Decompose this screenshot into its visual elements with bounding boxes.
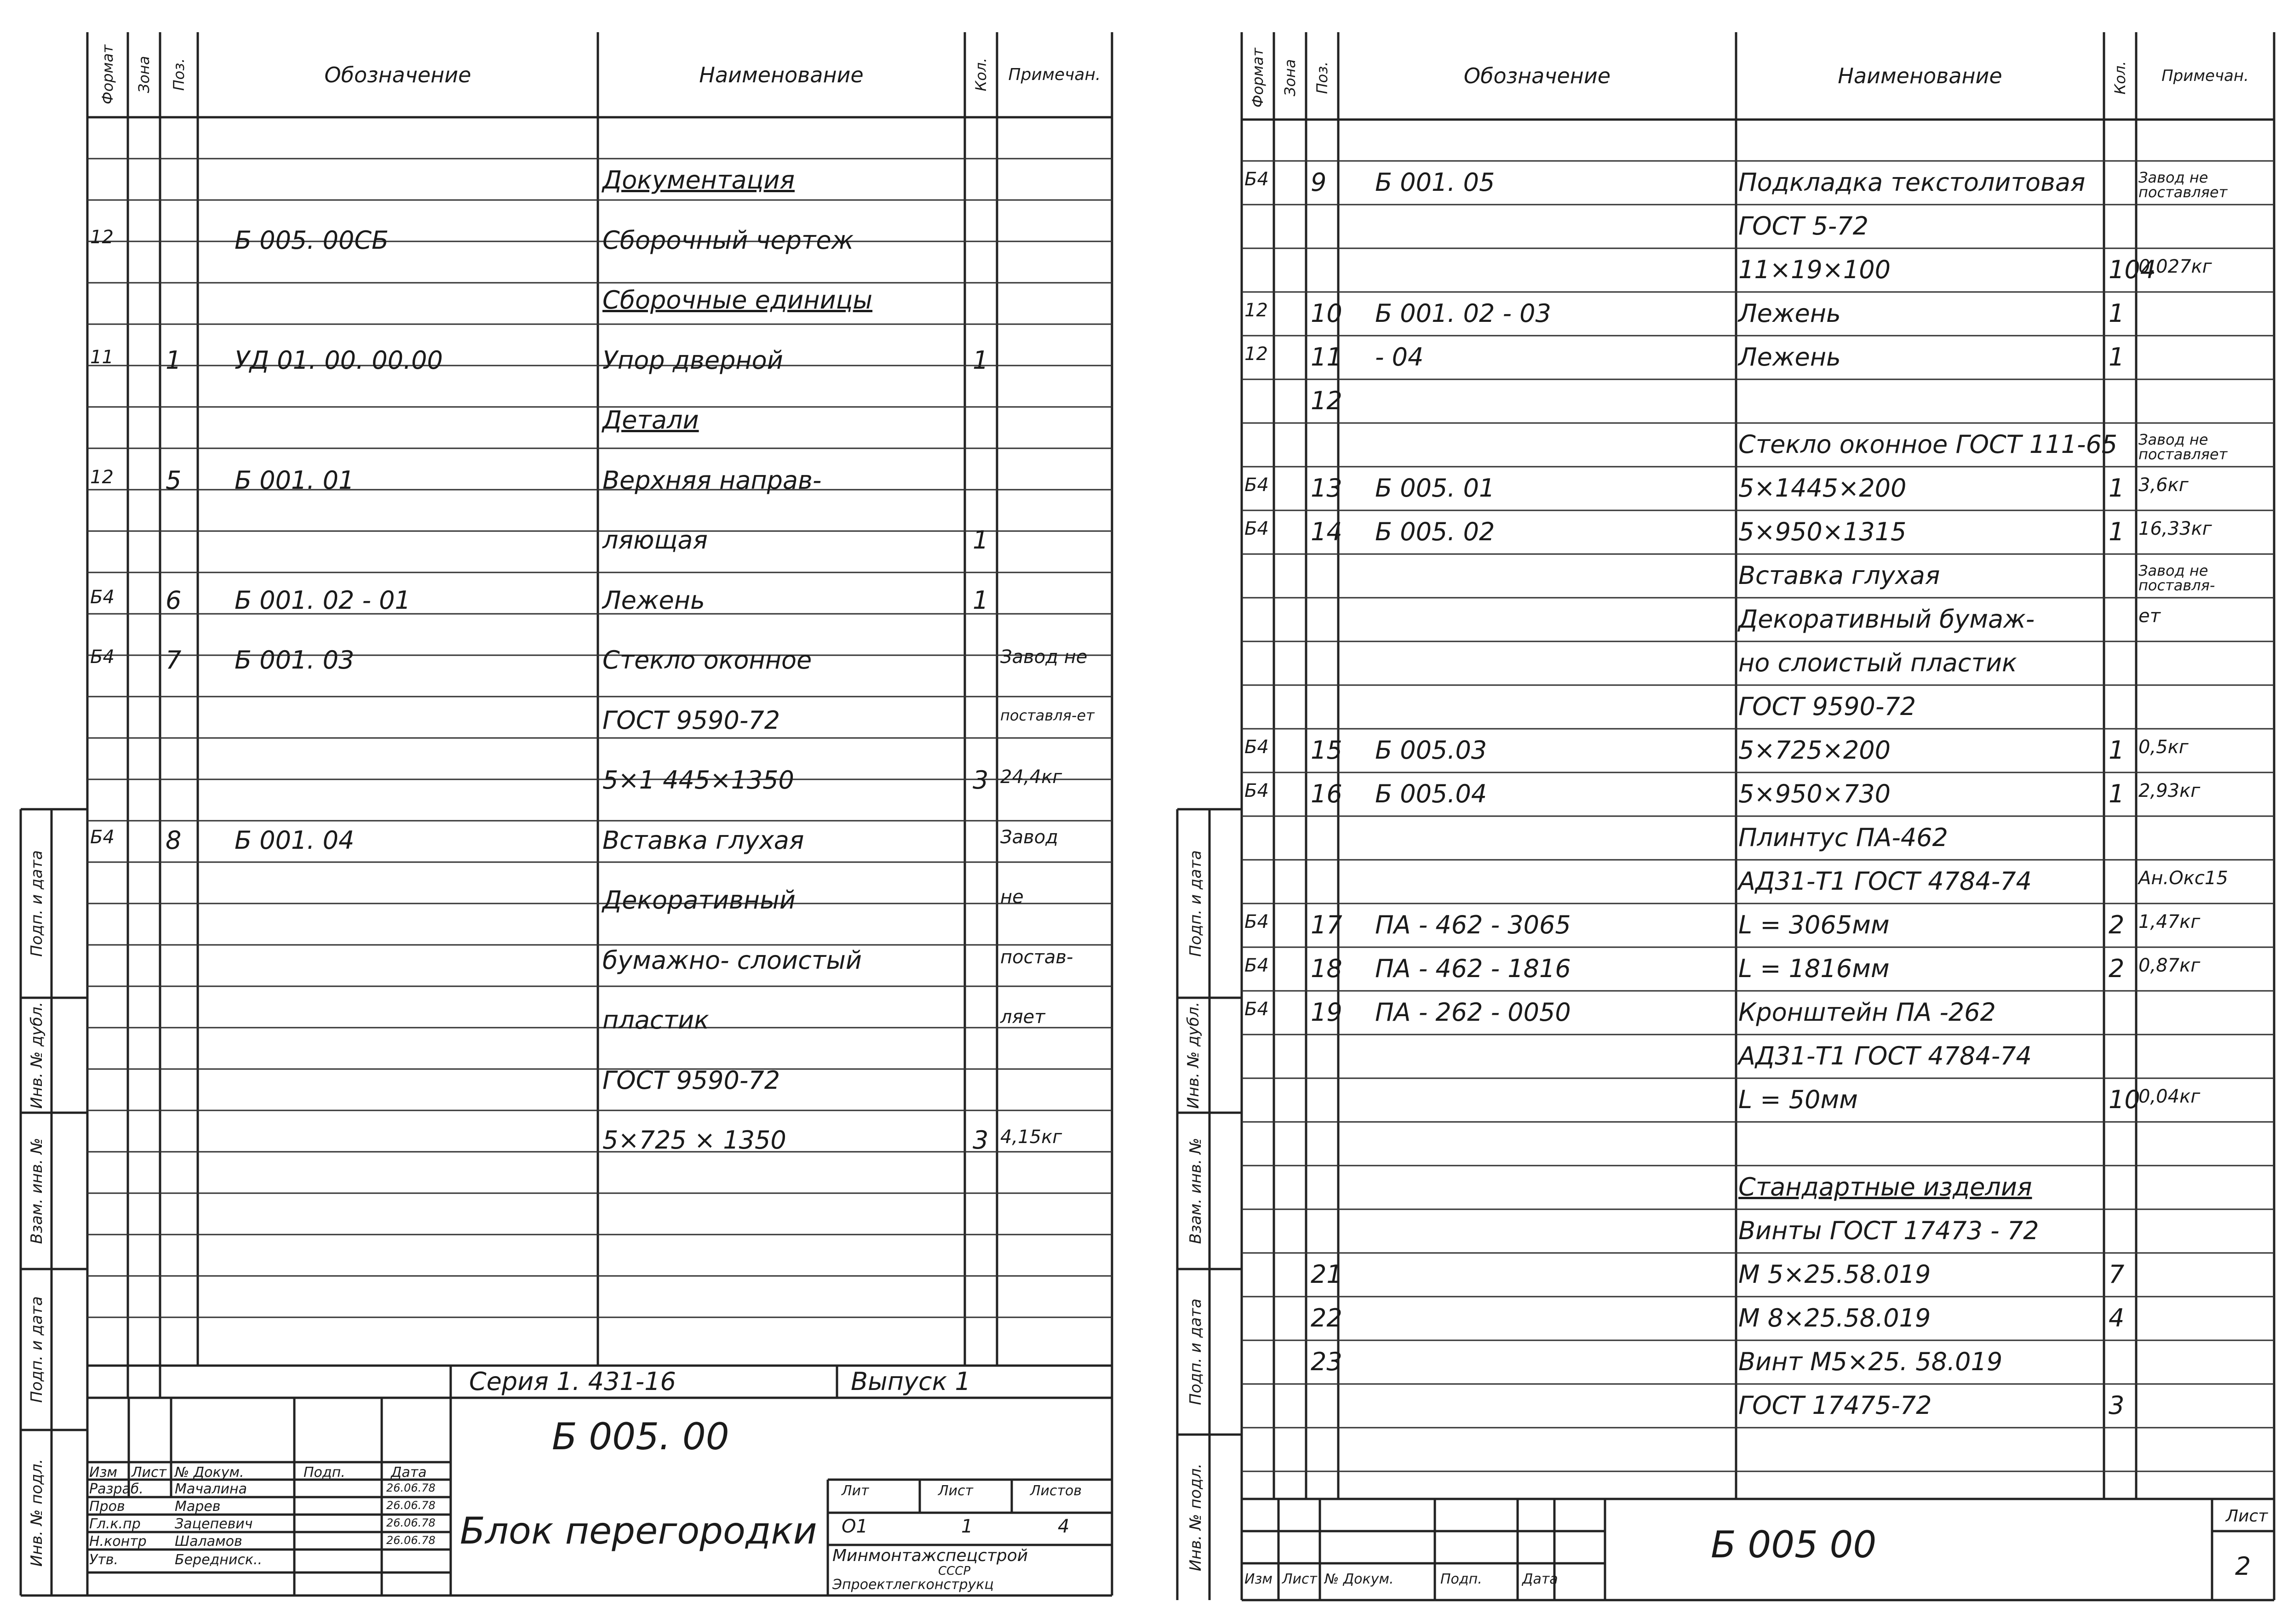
row-11-name: Вставка глухая [602, 825, 804, 855]
row-13-pos: 15 [1311, 736, 1342, 765]
row-26-name: М 8×25.58.019 [1738, 1304, 1931, 1332]
row-0-format: Б4 [1244, 169, 1269, 190]
row-7-pos: 6 [166, 585, 182, 615]
row-17-designation: ПА - 462 - 3065 [1375, 910, 1571, 939]
right-sheet [1168, 0, 2287, 1624]
row-13-name: 5×725×200 [1738, 736, 1891, 765]
row-26-pos: 22 [1311, 1304, 1342, 1332]
row-3-designation: Б 001. 02 - 03 [1375, 299, 1551, 328]
row-4-qty: 1 [2109, 343, 2125, 372]
person-4: Бередниск.. [175, 1552, 263, 1568]
row-10-note: 24,4кг [1000, 766, 1062, 788]
r-header-name: Наименование [1838, 63, 2002, 88]
r-col-izm: Изм [1244, 1571, 1273, 1587]
row-3-qty: 1 [2109, 299, 2125, 328]
row-8-pos: 14 [1311, 517, 1342, 546]
row-7-format: Б4 [1244, 475, 1269, 496]
row-21-name: L = 50мм [1738, 1085, 1858, 1114]
row-17-name: L = 3065мм [1738, 910, 1890, 939]
row-14-designation: Б 005.04 [1375, 779, 1487, 808]
row-8-pos: 7 [166, 646, 182, 675]
row-0-name: Подкладка текстолитовая [1738, 168, 2086, 197]
row-6-note: Завод не поставляет [2138, 431, 2228, 463]
doc-title: Блок перегородки [460, 1510, 817, 1552]
row-7-designation: Б 001. 02 - 01 [235, 585, 411, 615]
r-sheet-label: Лист [2226, 1507, 2268, 1526]
r-sheet-value: 2 [2235, 1552, 2251, 1581]
header-pos: Поз. [170, 58, 188, 91]
col-list: Лист [132, 1464, 167, 1481]
row-8-note: 16,33кг [2138, 518, 2212, 539]
org-1: Минмонтажспецстрой [832, 1546, 1028, 1565]
row-12-name: Декоративный [602, 886, 796, 915]
row-14-note: ляет [1000, 1006, 1045, 1028]
org-3: Эпроектлегконструкц [832, 1577, 994, 1593]
r-header-pos: Поз. [1313, 61, 1331, 94]
row-13-designation: Б 005.03 [1375, 736, 1487, 765]
row-28-name: ГОСТ 17475-72 [1738, 1391, 1932, 1420]
row-14-qty: 1 [2109, 779, 2125, 808]
row-8-note: Завод не [1000, 646, 1088, 668]
date-1: 26.06.78 [386, 1499, 436, 1512]
row-17-format: Б4 [1244, 911, 1269, 932]
row-17-note: 1,47кг [2138, 911, 2201, 932]
r-side-podp-data-2: Подп. и дата [1186, 850, 1205, 957]
row-3-pos: 1 [166, 345, 182, 375]
row-18-pos: 18 [1311, 954, 1342, 983]
header-designation: Обозначение [324, 62, 471, 87]
row-19-pos: 19 [1311, 998, 1342, 1027]
row-7-designation: Б 005. 01 [1375, 474, 1495, 503]
r-col-doc: № Докум. [1324, 1571, 1394, 1587]
r-col-list: Лист [1282, 1571, 1318, 1587]
row-17-pos: 17 [1311, 910, 1342, 939]
side-inv-dubl: Инв. № дубл. [28, 1001, 46, 1109]
row-21-note: 0,04кг [2138, 1086, 2201, 1107]
row-9-note: Завод не поставля- [2138, 562, 2215, 594]
person-0: Мачалина [175, 1481, 247, 1497]
row-15-name: ГОСТ 9590-72 [602, 1065, 780, 1095]
lit-label: Лит [842, 1483, 869, 1499]
row-27-name: Винт М5×25. 58.019 [1738, 1347, 2003, 1376]
row-4-name: Лежень [1738, 343, 1841, 372]
row-3-pos: 10 [1311, 299, 1342, 328]
row-8-format: Б4 [1244, 518, 1269, 539]
row-15-name: Плинтус ПА-462 [1738, 823, 1948, 852]
col-izm: Изм [89, 1464, 118, 1481]
row-3-format: 12 [1244, 300, 1268, 321]
role-1: Пров [89, 1498, 125, 1515]
row-19-format: Б4 [1244, 999, 1269, 1020]
row-12-name: ГОСТ 9590-72 [1738, 692, 1916, 721]
r-col-sign: Подп. [1440, 1571, 1482, 1587]
role-0: Разраб. [89, 1481, 143, 1497]
row-3-format: 11 [90, 346, 114, 368]
person-2: Зацепевич [175, 1516, 253, 1532]
row-8-name: 5×950×1315 [1738, 517, 1907, 546]
header-name: Наименование [699, 62, 864, 87]
header-zone: Зона [135, 56, 153, 93]
row-4-designation: - 04 [1375, 343, 1424, 372]
row-0-name: Документация [602, 166, 795, 194]
date-2: 26.06.78 [386, 1516, 436, 1529]
row-1-designation: Б 005. 00СБ [235, 225, 389, 255]
row-6-qty: 1 [973, 526, 989, 555]
row-13-note: 0,5кг [2138, 737, 2189, 758]
side-podp-data-1: Подп. и дата [28, 1296, 46, 1403]
row-14-name: 5×950×730 [1738, 779, 1891, 808]
row-26-qty: 4 [2109, 1304, 2125, 1332]
row-18-designation: ПА - 462 - 1816 [1375, 954, 1571, 983]
row-9-name: ГОСТ 9590-72 [602, 705, 780, 735]
r-side-vzam: Взам. инв. № [1186, 1138, 1205, 1244]
r-header-designation: Обозначение [1463, 63, 1611, 88]
row-10-note: ет [2138, 606, 2161, 627]
row-14-pos: 16 [1311, 779, 1342, 808]
r-header-zone: Зона [1281, 59, 1299, 97]
row-18-note: 0,87кг [2138, 955, 2201, 976]
row-5-designation: Б 001. 01 [235, 465, 355, 495]
r-col-date: Дата [1522, 1571, 1558, 1587]
row-16-qty: 3 [973, 1126, 989, 1155]
date-3: 26.06.78 [386, 1534, 436, 1547]
row-1-name: ГОСТ 5-72 [1738, 212, 1869, 240]
row-5-name: Верхняя направ- [602, 465, 822, 495]
row-7-pos: 13 [1311, 474, 1342, 503]
row-3-designation: УД 01. 00. 00.00 [235, 345, 443, 375]
row-12-note: не [1000, 886, 1024, 908]
row-25-pos: 21 [1311, 1260, 1342, 1289]
row-24-name: Винты ГОСТ 17473 - 72 [1738, 1216, 2039, 1245]
row-4-name: Детали [602, 406, 699, 435]
row-16-note: Ан.Окс15 [2138, 868, 2228, 889]
person-3: Шаламов [175, 1533, 242, 1550]
issue-label: Выпуск 1 [851, 1367, 971, 1396]
row-18-qty: 2 [2109, 954, 2125, 983]
header-format: Формат [99, 45, 116, 104]
header-note: Примечан. [1008, 65, 1101, 84]
row-13-qty: 1 [2109, 736, 2125, 765]
role-3: Н.контр [89, 1533, 147, 1550]
row-16-name: 5×725 × 1350 [602, 1126, 786, 1155]
sheet-label: Лист [938, 1483, 974, 1499]
person-1: Марев [175, 1498, 221, 1515]
row-7-qty: 1 [973, 585, 989, 615]
row-9-note: поставля-ет [1000, 706, 1095, 724]
row-8-designation: Б 001. 03 [235, 646, 355, 675]
row-18-name: L = 1816мм [1738, 954, 1890, 983]
row-2-name: 11×19×100 [1738, 255, 1891, 284]
row-11-name: но слоистый пластик [1738, 648, 2017, 677]
row-11-designation: Б 001. 04 [235, 825, 355, 855]
org-2: СССР [938, 1564, 971, 1578]
row-10-qty: 3 [973, 766, 989, 795]
row-7-qty: 1 [2109, 474, 2125, 503]
row-2-name: Сборочные единицы [602, 286, 873, 315]
header-qty: Кол. [972, 57, 990, 91]
row-25-qty: 7 [2109, 1260, 2125, 1289]
row-11-note: Завод [1000, 826, 1058, 848]
row-3-qty: 1 [973, 345, 989, 375]
row-4-pos: 11 [1311, 343, 1342, 372]
row-7-note: 3,6кг [2138, 475, 2189, 496]
sheet-value: 1 [961, 1516, 973, 1537]
r-side-inv-podl: Инв. № подл. [1186, 1463, 1205, 1572]
row-8-designation: Б 005. 02 [1375, 517, 1495, 546]
side-podp-data-2: Подп. и дата [28, 850, 46, 957]
row-7-name: Лежень [602, 585, 705, 615]
row-19-name: Кронштейн ПА -262 [1738, 998, 1996, 1027]
row-14-format: Б4 [1244, 780, 1269, 801]
row-20-name: АД31-Т1 ГОСТ 4784-74 [1738, 1041, 2032, 1070]
row-0-designation: Б 001. 05 [1375, 168, 1495, 197]
doc-code: Б 005. 00 [552, 1415, 729, 1458]
row-6-name: ляющая [602, 526, 708, 555]
row-10-name: Декоративный бумаж- [1738, 605, 2035, 634]
date-0: 26.06.78 [386, 1481, 436, 1494]
row-19-designation: ПА - 262 - 0050 [1375, 998, 1571, 1027]
sheets-label: Листов [1030, 1483, 1082, 1499]
r-header-note: Примечан. [2161, 67, 2249, 85]
left-sheet [0, 0, 1141, 1624]
row-0-pos: 9 [1311, 168, 1327, 197]
side-vzam: Взам. инв. № [28, 1138, 46, 1244]
r-side-inv-dubl: Инв. № дубл. [1184, 1001, 1203, 1109]
role-4: Утв. [89, 1552, 118, 1568]
right-grid [1168, 0, 2287, 1624]
r-doc-code: Б 005 00 [1711, 1523, 1877, 1566]
row-21-qty: 10 [2109, 1085, 2140, 1114]
row-14-note: 2,93кг [2138, 780, 2201, 801]
row-4-format: 12 [1244, 343, 1268, 365]
row-25-name: М 5×25.58.019 [1738, 1260, 1931, 1289]
row-3-name: Лежень [1738, 299, 1841, 328]
row-17-qty: 2 [2109, 910, 2125, 939]
row-27-pos: 23 [1311, 1347, 1342, 1376]
row-13-format: Б4 [1244, 737, 1269, 758]
row-16-name: АД31-Т1 ГОСТ 4784-74 [1738, 867, 2032, 896]
col-sign: Подп. [304, 1464, 345, 1481]
r-header-format: Формат [1249, 48, 1267, 108]
row-8-qty: 1 [2109, 517, 2125, 546]
sheets-value: 4 [1058, 1516, 1070, 1537]
row-3-name: Упор дверной [602, 345, 783, 375]
row-8-name: Стекло оконное [602, 646, 812, 675]
row-6-name: Стекло оконное ГОСТ 111-65 [1738, 430, 2118, 459]
row-7-format: Б4 [90, 586, 115, 608]
row-2-qty: 104 [2109, 255, 2156, 284]
row-1-format: 12 [90, 226, 114, 248]
row-5-format: 12 [90, 466, 114, 488]
lit-value: О1 [842, 1516, 868, 1537]
row-28-qty: 3 [2109, 1391, 2125, 1420]
row-13-note: постав- [1000, 946, 1073, 968]
row-14-name: пластик [602, 1006, 709, 1035]
r-header-qty: Кол. [2111, 61, 2129, 95]
row-11-format: Б4 [90, 826, 115, 848]
row-9-name: Вставка глухая [1738, 561, 1940, 590]
col-doc: № Докум. [175, 1464, 244, 1481]
row-10-name: 5×1 445×1350 [602, 766, 794, 795]
row-1-name: Сборочный чертеж [602, 225, 854, 255]
row-8-format: Б4 [90, 646, 115, 668]
row-18-format: Б4 [1244, 955, 1269, 976]
role-2: Гл.к.пр [89, 1516, 141, 1532]
row-13-name: бумажно- слоистый [602, 945, 862, 975]
side-inv-podl: Инв. № подл. [28, 1458, 46, 1567]
row-11-pos: 8 [166, 825, 182, 855]
row-16-note: 4,15кг [1000, 1127, 1062, 1148]
series-label: Серия 1. 431-16 [469, 1367, 676, 1396]
row-0-note: Завод не поставляет [2138, 169, 2228, 201]
r-side-podp-data-1: Подп. и дата [1186, 1298, 1205, 1405]
row-2-note: 0,027кг [2138, 256, 2212, 277]
row-23-name: Стандартные изделия [1738, 1172, 2032, 1201]
col-date: Дата [391, 1464, 427, 1481]
row-5-pos: 5 [166, 465, 182, 495]
row-7-name: 5×1445×200 [1738, 474, 1907, 503]
row-5-pos: 12 [1311, 386, 1342, 415]
